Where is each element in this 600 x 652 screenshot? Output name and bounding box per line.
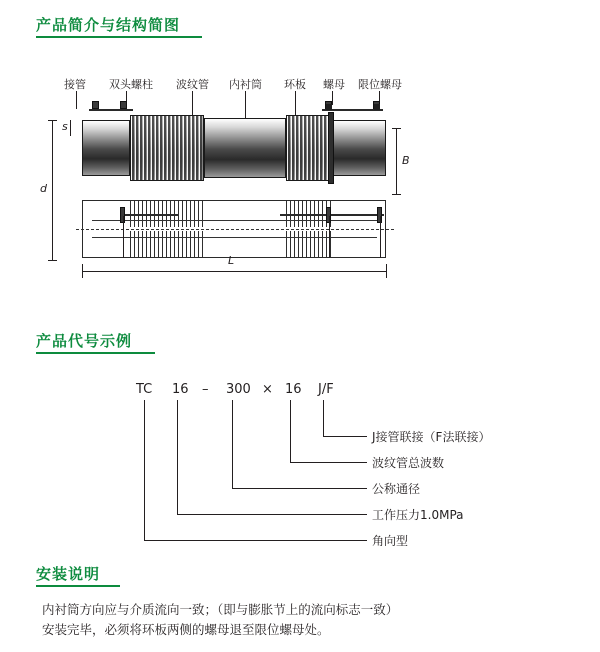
dim-L-tick-left xyxy=(82,264,83,278)
stud-shank-2 xyxy=(329,216,330,258)
stud-rod-bottom-left xyxy=(122,214,178,216)
code-token-300: 300 xyxy=(226,382,251,397)
install-note-line-1: 内衬筒方向应与介质流向一致；（即与膨胀节上的流向标志一致） xyxy=(42,602,399,617)
code-leader-waves-h xyxy=(290,462,367,463)
leader-line-1 xyxy=(76,91,77,109)
stud-rod-bottom-right xyxy=(280,214,384,216)
section-rule-code xyxy=(36,352,155,354)
callout-label-bowenguan: 波纹管 xyxy=(176,78,209,91)
code-leader-pressure xyxy=(177,400,178,514)
code-token-dash: – xyxy=(202,382,209,397)
liner-sleeve-center xyxy=(204,118,286,178)
code-leader-waves xyxy=(290,400,291,462)
stud-shank-3 xyxy=(380,216,381,258)
section-title-intro: 产品简介与结构简图 xyxy=(36,16,181,34)
dim-B-line xyxy=(396,128,397,194)
code-token-times: × xyxy=(262,382,273,397)
pipe-end-right xyxy=(332,120,386,176)
dim-B-text: B xyxy=(402,154,410,167)
section-title-code: 产品代号示例 xyxy=(36,332,133,350)
dim-d-tick-top xyxy=(48,120,57,121)
section-liner-tube xyxy=(92,220,377,238)
code-token-tc: TC xyxy=(136,382,153,397)
code-note-wave-count: 波纹管总波数 xyxy=(372,456,445,470)
nut-top-mid xyxy=(326,104,332,110)
bellows-right xyxy=(286,115,332,181)
install-note-line-2: 安装完毕，必须将环板两侧的螺母退至限位螺母处。 xyxy=(42,622,330,637)
code-leader-dn-h xyxy=(232,488,367,489)
dim-d-text: d xyxy=(40,182,47,195)
code-leader-dn xyxy=(232,400,233,488)
code-note-working-pressure: 工作压力1.0MPa xyxy=(372,508,464,522)
dim-d-tick-bottom xyxy=(48,260,57,261)
bolt-head-left2 xyxy=(120,101,127,109)
pipe-end-left xyxy=(82,120,130,176)
code-leader-type xyxy=(144,400,145,540)
structure-diagram xyxy=(40,68,560,283)
code-token-16b: 16 xyxy=(285,382,302,397)
code-note-nominal-diameter: 公称通径 xyxy=(372,482,421,496)
install-notes xyxy=(42,600,562,640)
leader-line-5 xyxy=(295,91,296,115)
code-leader-type-h xyxy=(144,540,367,541)
stud-rod-top-left xyxy=(89,109,133,111)
product-code-diagram xyxy=(40,370,560,548)
stud-shank-1 xyxy=(123,216,124,258)
code-leader-jf-h xyxy=(323,436,367,437)
dim-s-line xyxy=(70,120,71,136)
code-leader-jf xyxy=(323,400,324,436)
code-token-jf: J/F xyxy=(318,382,334,397)
bellows-left xyxy=(130,115,204,181)
code-token-16a: 16 xyxy=(172,382,189,397)
code-note-connection: J接管联接（F法联接） xyxy=(372,430,491,444)
dim-L-tick-right xyxy=(386,264,387,278)
section-rule-intro xyxy=(36,36,202,38)
callout-label-luomu: 螺母 xyxy=(323,78,345,91)
dim-d-line xyxy=(52,120,53,260)
dim-L-line xyxy=(82,271,386,272)
callout-label-jieguan: 接管 xyxy=(64,78,86,91)
code-leader-pressure-h xyxy=(177,514,367,515)
section-title-install: 安装说明 xyxy=(36,565,101,583)
callout-label-huanban: 环板 xyxy=(284,78,306,91)
callout-label-shuangtouluozhu: 双头螺柱 xyxy=(109,78,153,91)
callout-label-neichentong: 内衬筒 xyxy=(229,78,262,91)
leader-line-6 xyxy=(332,91,333,105)
dim-B-tick-bottom xyxy=(392,194,401,195)
section-rule-install xyxy=(36,585,120,587)
code-note-type: 角向型 xyxy=(372,534,409,548)
dim-B-tick-top xyxy=(392,128,401,129)
dim-s-text: s xyxy=(62,120,68,133)
bolt-head-left xyxy=(92,101,99,109)
ring-plate-top xyxy=(328,112,334,184)
limit-nut-top-right xyxy=(374,104,380,110)
dim-L-text: L xyxy=(228,254,235,267)
callout-label-xianweiluomu: 限位螺母 xyxy=(358,78,402,91)
